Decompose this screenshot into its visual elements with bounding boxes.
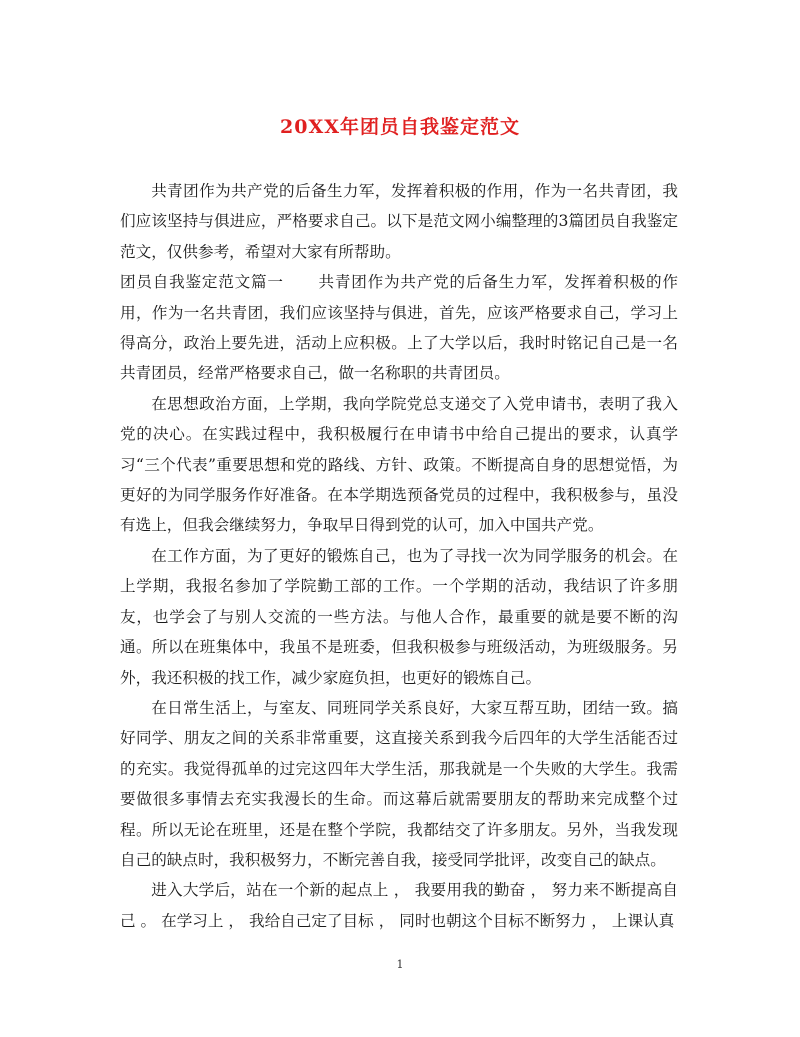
intro-paragraph: 共青团作为共产党的后备生力军，发挥着积极的作用，作为一名共青团，我们应该坚持与俱进应，严格要求自己。以下是范文网小编整理的3篇团员自我鉴定范文，仅供参考，希望对大家有所帮助。 (120, 182, 678, 261)
section-one-paragraph (120, 267, 678, 389)
document-title: 20XX年团员自我鉴定范文 (280, 116, 520, 138)
section-first-text: 共青团作为共产党的后备生力军，发挥着积极的作用，作为一名共青团，我们应该坚持与俱进，首先，应该严格要求自己，学习上得高分，政治上要先进，活动上应积极。上了大学以后，我时时铭记自己是一名共青团员，经常严格要求自己，做一名称职的共青团员。 (120, 273, 678, 383)
page-number: 1 (396, 958, 404, 971)
section-heading: 团员自我鉴定范文篇一 (120, 273, 284, 292)
paragraph-politics: 在思想政治方面，上学期，我向学院党总支递交了入党申请书，表明了我入党的决心。在实践过程中，我积极履行在申请书中给自己提出的要求，认真学习“三个代表”重要思想和党的路线、方针、政策。不断提高自身的思想觉悟，为更好的为同学服务作好准备。在本学期选预备党员的过程中，我积极参与，虽没有选上，但我会继续努力，争取早日得到党的认可，加入中国共产党。 (120, 394, 678, 535)
paragraph-daily-life: 在日常生活上，与室友、同班同学关系良好，大家互帮互助，团结一致。搞好同学、朋友之间的关系非常重要，这直接关系到我今后四年的大学生活能否过的充实。我觉得孤单的过完这四年大学生活，那我就是一个失败的大学生。我需要做很多事情去充实我漫长的生命。而这幕后就需要朋友的帮助来完成整个过程。所以无论在班里，还是在整个学院，我都结交了许多朋友。另外，当我发现自己的缺点时，我积极努力，不断完善自我，接受同学批评，改变自己的缺点。 (120, 698, 678, 869)
document-body (120, 176, 678, 936)
paragraph-work: 在工作方面，为了更好的锻炼自己，也为了寻找一次为同学服务的机会。在上学期，我报名参加了学院勤工部的工作。一个学期的活动，我结识了许多朋友，也学会了与别人交流的一些方法。与他人合作，最重要的就是要不断的沟通。所以在班集体中，我虽不是班委，但我积极参与班级活动，为班级服务。另外，我还积极的找工作，减少家庭负担，也更好的锻炼自己。 (120, 546, 678, 687)
paragraph-study: 进入大学后，站在一个新的起点上 ， 我要用我的勤奋 ， 努力来不断提高自己 。 在学习上 ， 我给自己定了目标 ， 同时也朝这个目标不断努力 ， 上课认真 (120, 881, 678, 930)
